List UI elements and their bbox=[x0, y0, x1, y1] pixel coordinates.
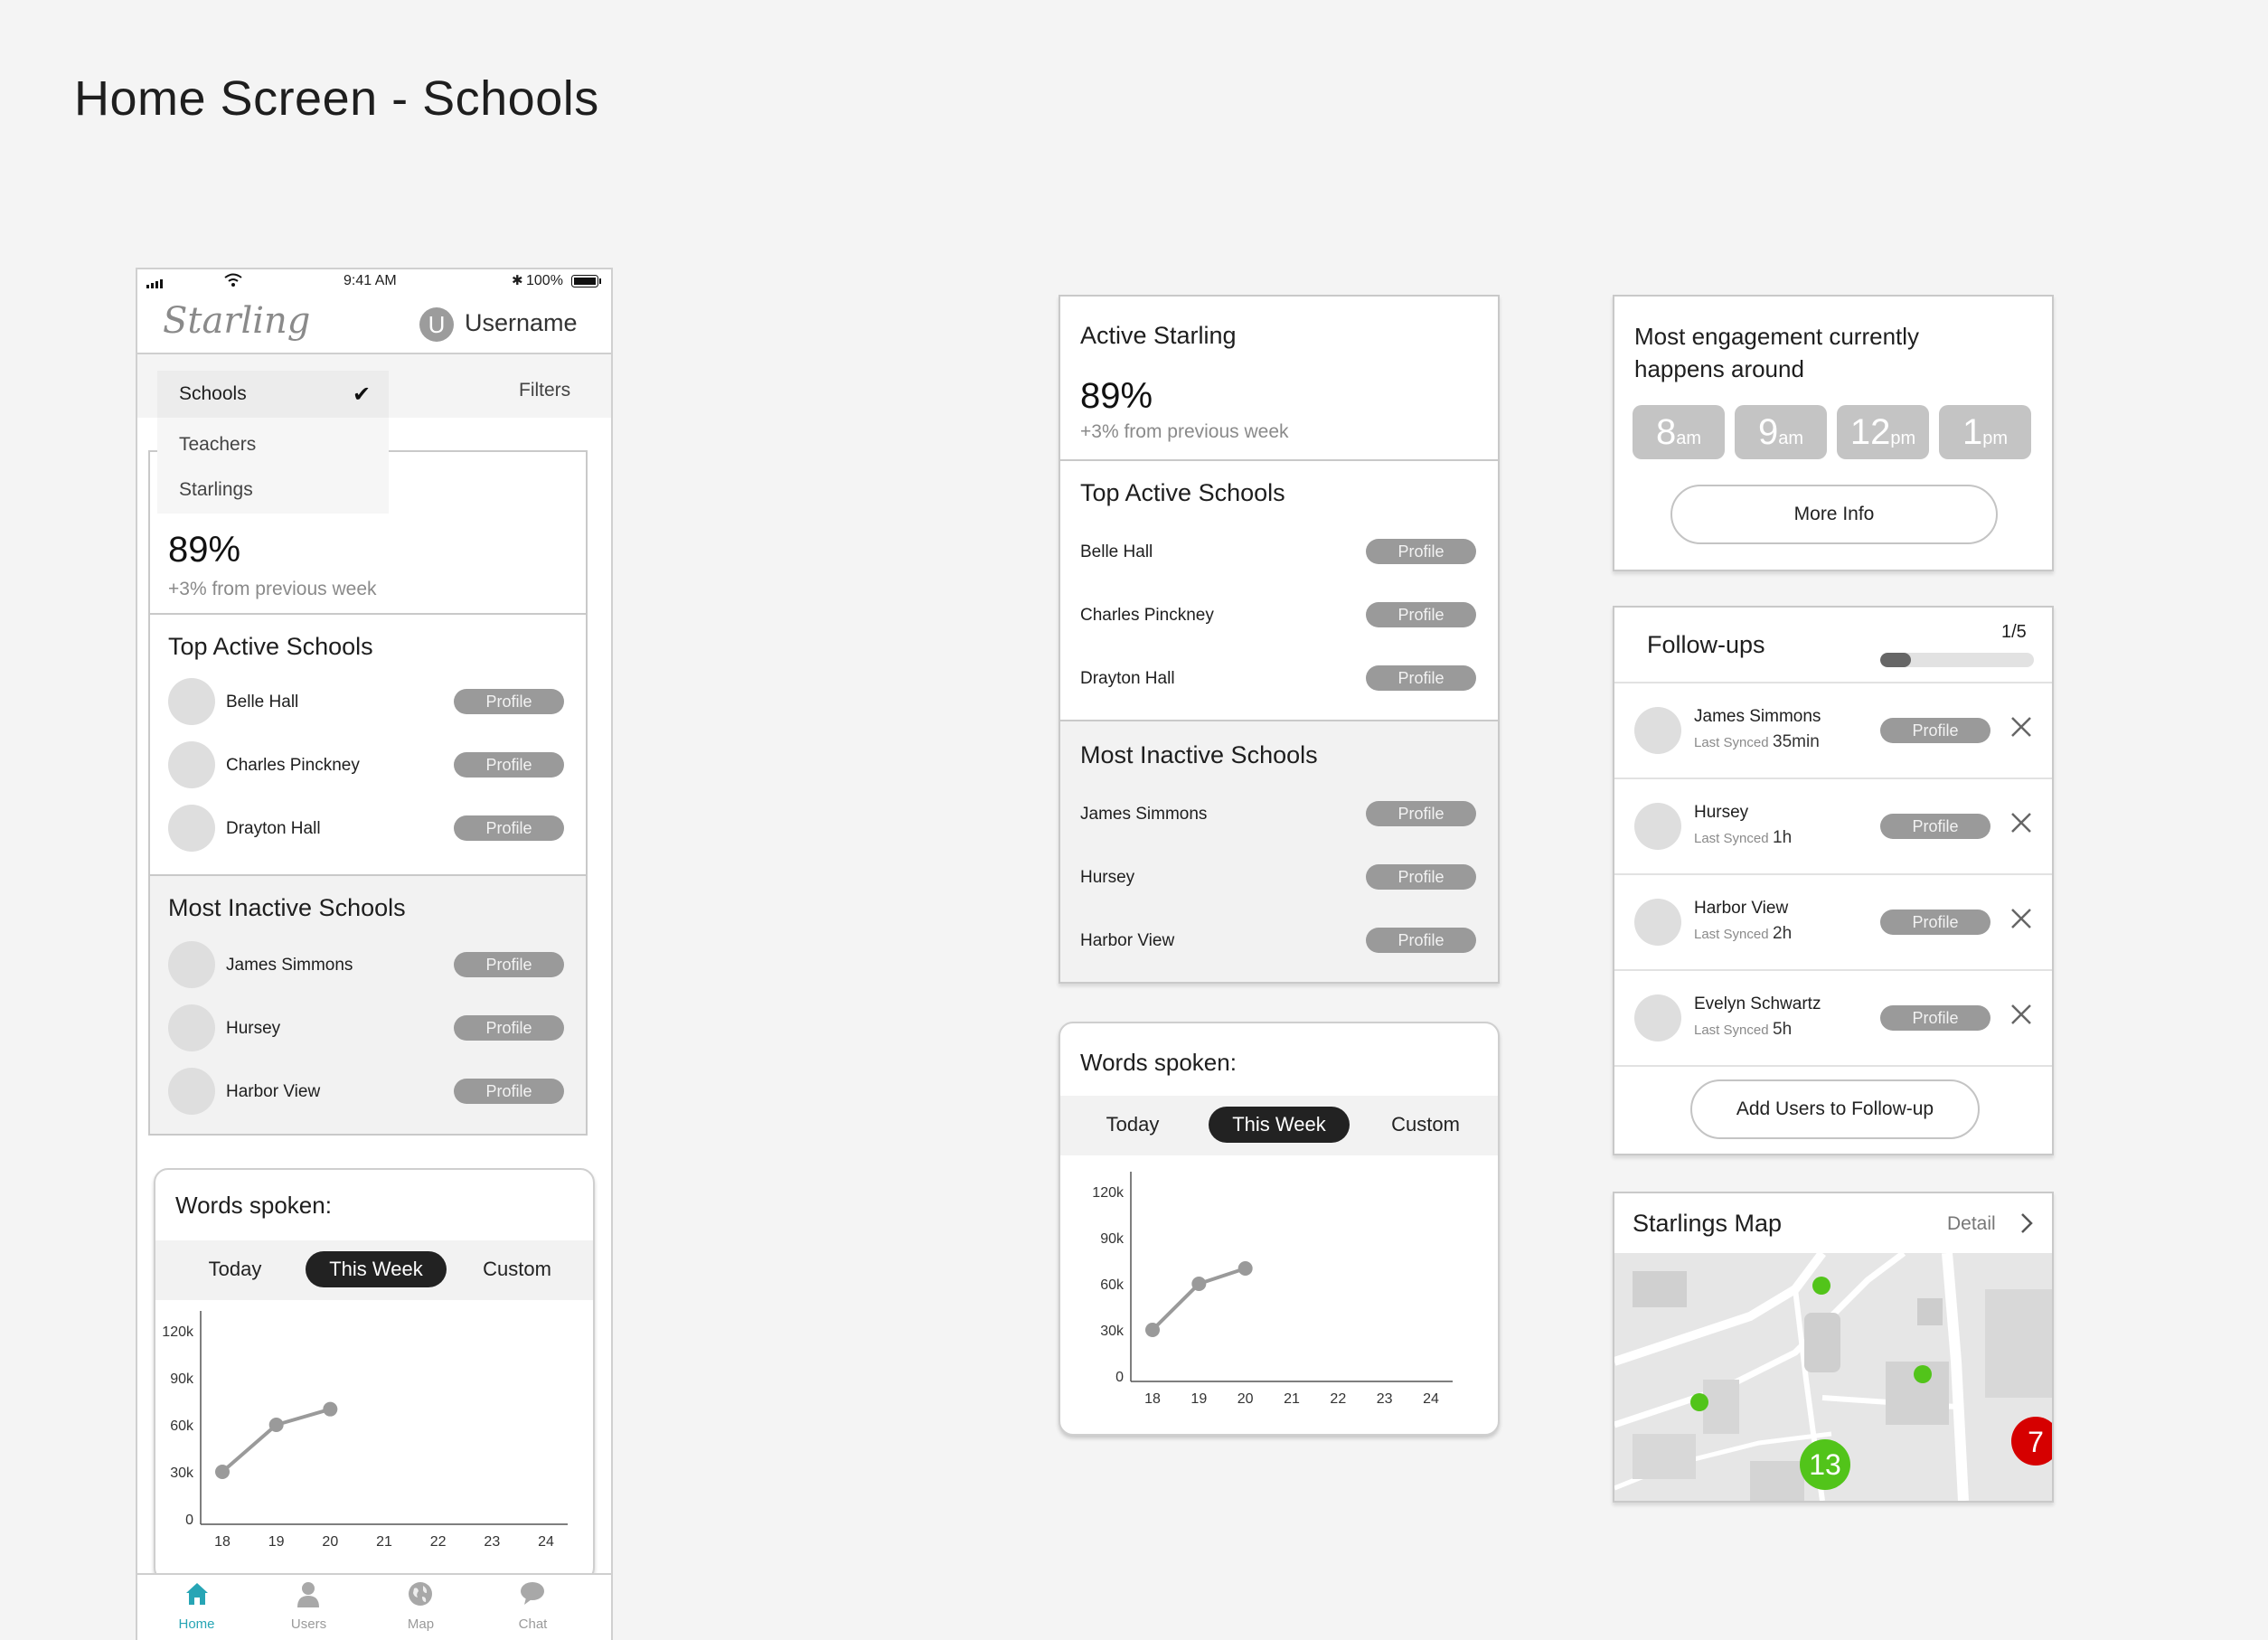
school-avatar bbox=[168, 941, 215, 988]
data-point bbox=[323, 1402, 337, 1417]
page-title: Home Screen - Schools bbox=[74, 71, 599, 126]
dropdown-option-schools[interactable] bbox=[157, 371, 389, 418]
profile-button[interactable]: Profile bbox=[454, 1079, 564, 1104]
data-point bbox=[215, 1465, 230, 1479]
y-tick-label: 30k bbox=[170, 1466, 193, 1481]
school-avatar bbox=[168, 1068, 215, 1115]
user-avatar bbox=[1634, 803, 1681, 850]
wifi-icon bbox=[224, 273, 242, 292]
stats-card bbox=[148, 450, 588, 1136]
map-view[interactable] bbox=[1614, 1253, 2052, 1501]
top-active-title: Top Active Schools bbox=[168, 633, 373, 660]
profile-button[interactable]: Profile bbox=[454, 689, 564, 714]
words-line-chart bbox=[155, 1305, 593, 1577]
progress-fill bbox=[1880, 653, 1911, 667]
active-percent: 89% bbox=[168, 530, 241, 570]
user-avatar bbox=[1634, 899, 1681, 946]
school-name: Charles Pinckney bbox=[226, 756, 360, 775]
inactive-section bbox=[1060, 721, 1498, 982]
school-name: Drayton Hall bbox=[226, 819, 321, 838]
school-name: Belle Hall bbox=[226, 693, 299, 712]
profile-button[interactable]: Profile bbox=[1366, 864, 1476, 890]
y-tick-label: 90k bbox=[1100, 1231, 1124, 1247]
followup-name: Evelyn Schwartz bbox=[1694, 994, 1821, 1013]
status-time: 9:41 AM bbox=[343, 273, 397, 288]
profile-button[interactable]: Profile bbox=[1880, 910, 1990, 935]
followup-sync bbox=[1694, 924, 1792, 944]
school-name: Harbor View bbox=[1080, 931, 1175, 950]
followups-header bbox=[1614, 608, 2052, 683]
battery-percent: 100% bbox=[526, 273, 563, 288]
words-title: Words spoken: bbox=[175, 1192, 332, 1219]
battery-icon bbox=[571, 275, 602, 292]
active-change: +3% from previous week bbox=[168, 579, 377, 599]
active-starling-panel bbox=[1059, 295, 1500, 984]
sync-label: Last Synced bbox=[1694, 735, 1769, 750]
school-name: Belle Hall bbox=[1080, 542, 1153, 561]
username[interactable]: Username bbox=[465, 309, 578, 336]
tab-map[interactable] bbox=[362, 1575, 480, 1640]
sync-label: Last Synced bbox=[1694, 927, 1769, 942]
signal-icon bbox=[146, 277, 165, 293]
dropdown-option-label: Schools bbox=[179, 383, 247, 404]
y-tick-label: 60k bbox=[170, 1419, 193, 1434]
list-item bbox=[168, 941, 566, 988]
tab-chat[interactable] bbox=[474, 1575, 592, 1640]
time-chip-hour: 9 bbox=[1757, 412, 1779, 452]
words-spoken-card bbox=[154, 1168, 595, 1582]
followup-sync bbox=[1694, 1020, 1792, 1040]
x-tick-label: 18 bbox=[214, 1534, 231, 1550]
x-tick-label: 19 bbox=[1190, 1391, 1208, 1407]
school-name: James Simmons bbox=[226, 956, 353, 975]
engagement-panel bbox=[1613, 295, 2054, 571]
data-point bbox=[1145, 1323, 1160, 1337]
panel-title: Active Starling bbox=[1080, 322, 1237, 349]
user-avatar bbox=[1634, 707, 1681, 754]
profile-button[interactable]: Profile bbox=[1366, 602, 1476, 627]
chevron-right-icon[interactable] bbox=[2018, 1211, 2036, 1235]
filter-dropdown bbox=[157, 371, 389, 514]
x-tick-label: 24 bbox=[1423, 1391, 1439, 1407]
starling-logo: Starling bbox=[163, 300, 311, 342]
sync-label: Last Synced bbox=[1694, 831, 1769, 846]
tab-this-week[interactable]: This Week bbox=[306, 1251, 447, 1287]
top-active-section bbox=[150, 615, 586, 876]
school-avatar bbox=[168, 678, 215, 725]
app-header bbox=[137, 293, 611, 354]
time-chip-hour: 8 bbox=[1655, 412, 1677, 452]
engagement-title-line: Most engagement currently bbox=[1634, 323, 1920, 350]
followup-sync bbox=[1694, 732, 1820, 752]
inactive-section bbox=[150, 876, 586, 1134]
sync-label: Last Synced bbox=[1694, 1023, 1769, 1038]
more-info-button[interactable]: More Info bbox=[1670, 485, 1998, 544]
x-tick-label: 24 bbox=[538, 1534, 554, 1550]
list-item bbox=[168, 1068, 566, 1115]
phone-mockup bbox=[136, 268, 613, 1640]
x-tick-label: 19 bbox=[268, 1534, 285, 1550]
school-name: James Simmons bbox=[1080, 805, 1208, 824]
time-chip-suffix: am bbox=[1676, 429, 1702, 448]
time-chip-hour: 1 bbox=[1962, 412, 1983, 452]
data-point bbox=[269, 1418, 284, 1432]
time-chip bbox=[1939, 405, 2031, 459]
x-tick-label: 21 bbox=[1284, 1391, 1300, 1407]
school-name: Charles Pinckney bbox=[1080, 606, 1214, 625]
engagement-title-line: happens around bbox=[1634, 355, 1804, 382]
followup-name: Hursey bbox=[1694, 803, 1749, 822]
add-followup-button[interactable]: Add Users to Follow-up bbox=[1690, 1079, 1980, 1139]
list-item bbox=[168, 805, 566, 852]
sync-value: 2h bbox=[1773, 924, 1793, 943]
school-name: Drayton Hall bbox=[1080, 669, 1175, 688]
followups-progress bbox=[1880, 653, 2034, 667]
active-section bbox=[1060, 297, 1498, 461]
dropdown-option-starlings[interactable]: Starlings bbox=[179, 479, 253, 500]
time-chip-hour: 12 bbox=[1849, 412, 1891, 452]
followup-name: Harbor View bbox=[1694, 899, 1789, 918]
tab-today[interactable]: Today bbox=[208, 1258, 262, 1280]
time-chip bbox=[1633, 405, 1725, 459]
y-tick-label: 30k bbox=[1100, 1324, 1124, 1339]
followup-sync bbox=[1694, 828, 1792, 848]
profile-button[interactable]: Profile bbox=[1880, 718, 1990, 743]
profile-button[interactable]: Profile bbox=[454, 752, 564, 778]
top-active-section bbox=[1060, 461, 1498, 721]
tab-custom[interactable]: Custom bbox=[483, 1258, 551, 1280]
list-item bbox=[168, 1004, 566, 1051]
close-icon[interactable] bbox=[2009, 810, 2034, 840]
y-tick-label: 0 bbox=[1115, 1370, 1124, 1385]
engagement-title bbox=[1634, 320, 1919, 385]
status-bar bbox=[137, 269, 611, 293]
x-tick-label: 20 bbox=[322, 1534, 339, 1550]
y-tick-label: 120k bbox=[1092, 1185, 1124, 1201]
map-title: Starlings Map bbox=[1633, 1210, 1783, 1237]
period-selector bbox=[1060, 1096, 1498, 1155]
school-name: Hursey bbox=[1080, 868, 1135, 887]
y-tick-label: 120k bbox=[162, 1324, 193, 1340]
user-avatar bbox=[1634, 994, 1681, 1041]
time-chip bbox=[1735, 405, 1827, 459]
time-chip-suffix: am bbox=[1778, 429, 1804, 448]
school-name: Hursey bbox=[226, 1019, 281, 1038]
period-selector bbox=[155, 1240, 593, 1300]
map-detail-link[interactable]: Detail bbox=[1947, 1213, 1996, 1234]
followup-name: James Simmons bbox=[1694, 707, 1821, 726]
avatar[interactable]: U bbox=[419, 307, 454, 342]
followups-panel bbox=[1613, 606, 2054, 1155]
globe-icon bbox=[407, 1580, 434, 1607]
bottom-tab-bar bbox=[137, 1573, 611, 1640]
map-cluster-green[interactable]: 13 bbox=[1809, 1448, 1841, 1481]
words-title: Words spoken: bbox=[1080, 1049, 1237, 1076]
sync-value: 35min bbox=[1773, 732, 1820, 751]
sync-value: 5h bbox=[1773, 1020, 1793, 1039]
school-avatar bbox=[168, 1004, 215, 1051]
y-tick-label: 90k bbox=[170, 1371, 193, 1387]
school-name: Harbor View bbox=[226, 1082, 321, 1101]
profile-button[interactable]: Profile bbox=[1366, 928, 1476, 953]
inactive-title: Most Inactive Schools bbox=[168, 894, 406, 921]
x-tick-label: 21 bbox=[376, 1534, 392, 1550]
x-tick-label: 23 bbox=[1376, 1391, 1393, 1407]
words-spoken-panel bbox=[1059, 1022, 1500, 1436]
sync-value: 1h bbox=[1773, 828, 1793, 847]
followup-item bbox=[1614, 683, 2052, 779]
tab-custom[interactable]: Custom bbox=[1391, 1113, 1460, 1136]
tab-label: Users bbox=[290, 1616, 327, 1632]
home-icon bbox=[184, 1580, 211, 1607]
y-tick-label: 60k bbox=[1100, 1277, 1124, 1293]
followup-item bbox=[1614, 971, 2052, 1067]
profile-button[interactable]: Profile bbox=[1366, 801, 1476, 826]
profile-button[interactable]: Profile bbox=[454, 1015, 564, 1041]
tab-today[interactable]: Today bbox=[1106, 1113, 1160, 1136]
x-tick-label: 18 bbox=[1144, 1391, 1161, 1407]
time-chip-suffix: pm bbox=[1982, 429, 2009, 448]
tab-this-week[interactable]: This Week bbox=[1209, 1107, 1350, 1143]
tab-label: Chat bbox=[518, 1616, 548, 1632]
user-icon bbox=[295, 1580, 322, 1609]
close-icon[interactable] bbox=[2009, 714, 2034, 744]
x-tick-label: 23 bbox=[484, 1534, 501, 1550]
tab-home[interactable] bbox=[137, 1575, 256, 1640]
profile-button[interactable]: Profile bbox=[1366, 539, 1476, 564]
list-item bbox=[168, 678, 566, 725]
active-change: +3% from previous week bbox=[1080, 421, 1289, 442]
words-line-chart bbox=[1060, 1159, 1498, 1430]
profile-button[interactable]: Profile bbox=[454, 952, 564, 977]
followups-count: 1/5 bbox=[2001, 622, 2027, 642]
x-tick-label: 22 bbox=[1330, 1391, 1347, 1407]
map-cluster-red[interactable]: 7 bbox=[2028, 1426, 2044, 1458]
data-point bbox=[1238, 1261, 1253, 1276]
followup-item bbox=[1614, 779, 2052, 875]
chat-icon bbox=[519, 1580, 546, 1607]
bluetooth-icon: ✱ bbox=[512, 273, 523, 288]
dropdown-option-teachers[interactable]: Teachers bbox=[179, 434, 257, 455]
checkmark-icon: ✔ bbox=[353, 382, 372, 407]
active-percent: 89% bbox=[1080, 376, 1153, 416]
data-point bbox=[1191, 1277, 1206, 1291]
tab-label: Home bbox=[178, 1616, 215, 1632]
profile-button[interactable]: Profile bbox=[1880, 1005, 1990, 1031]
time-chip bbox=[1837, 405, 1929, 459]
x-tick-label: 22 bbox=[429, 1534, 447, 1550]
time-chip-suffix: pm bbox=[1890, 429, 1916, 448]
top-active-title: Top Active Schools bbox=[1080, 479, 1285, 506]
close-icon[interactable] bbox=[2009, 906, 2034, 936]
y-tick-label: 0 bbox=[185, 1513, 193, 1528]
school-avatar bbox=[168, 805, 215, 852]
profile-button[interactable]: Profile bbox=[1366, 665, 1476, 691]
list-item bbox=[168, 741, 566, 788]
close-icon[interactable] bbox=[2009, 1002, 2034, 1032]
filters-button[interactable]: Filters bbox=[519, 380, 571, 401]
starlings-map-panel bbox=[1613, 1192, 2054, 1503]
school-avatar bbox=[168, 741, 215, 788]
followup-item bbox=[1614, 875, 2052, 971]
profile-button[interactable]: Profile bbox=[1880, 814, 1990, 839]
followups-title: Follow-ups bbox=[1647, 631, 1765, 658]
inactive-title: Most Inactive Schools bbox=[1080, 741, 1318, 768]
x-tick-label: 20 bbox=[1237, 1391, 1254, 1407]
tab-label: Map bbox=[407, 1616, 435, 1632]
tab-users[interactable] bbox=[249, 1575, 368, 1640]
profile-button[interactable]: Profile bbox=[454, 815, 564, 841]
